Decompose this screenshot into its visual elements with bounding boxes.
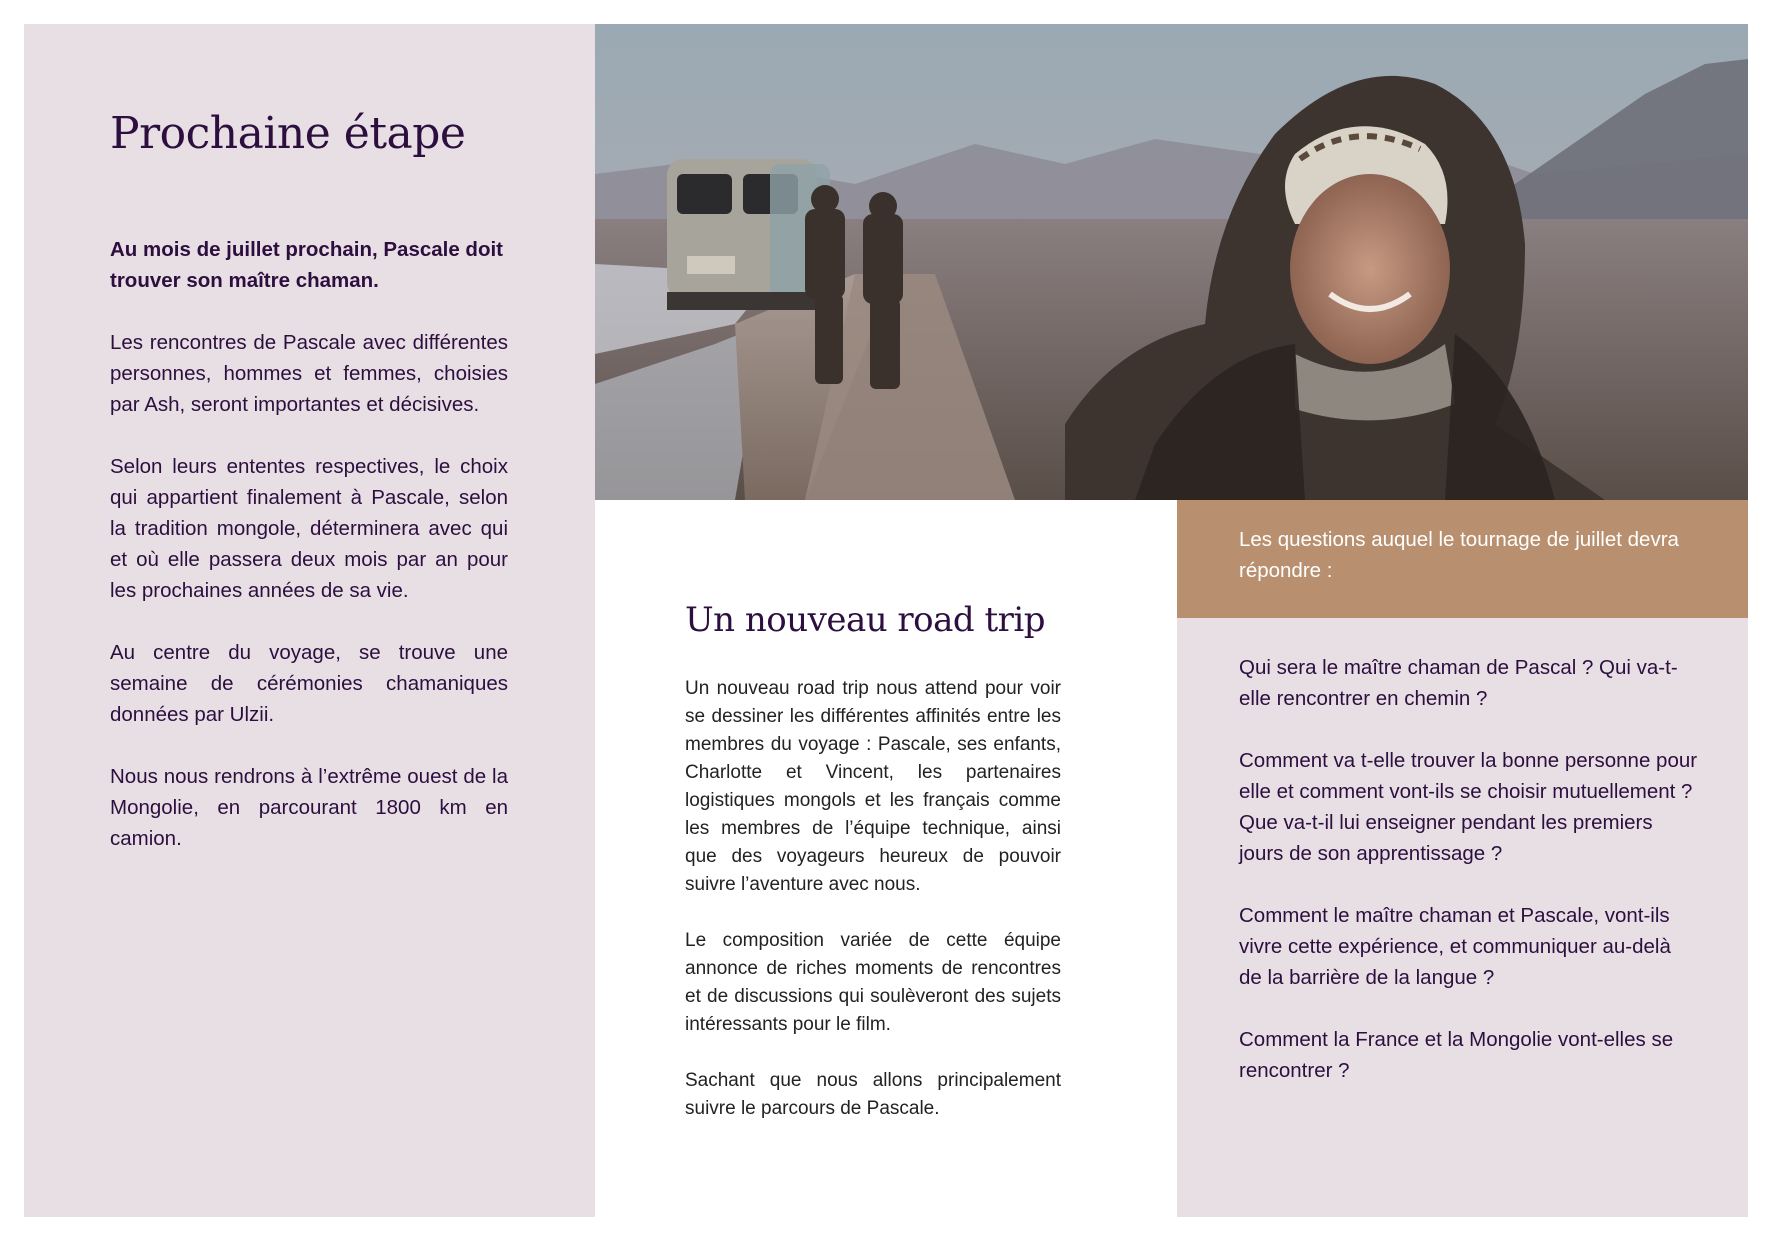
questions-header-band: [1177, 500, 1748, 618]
photo-illustration: [595, 24, 1748, 500]
middle-paragraph: Sachant que nous allons principalement suivre le parcours de Pascale.: [685, 1070, 1061, 1119]
middle-paragraph: Le composition variée de cette équipe annonce de riches moments de rencontres et de discussions qui soulèveront des sujets intéressants pour le film.: [685, 930, 1061, 1035]
question-item: Comment va t-elle trouver la bonne personne pour elle et comment vont-ils se choisir mutuellement ? Que va-t-il lui enseigner pendant les premiers jours de son apprentissage ?: [1239, 749, 1698, 865]
left-lead: Au mois de juillet prochain, Pascale doit trouver son maître chaman.: [110, 238, 504, 292]
middle-title: Un nouveau road trip: [685, 600, 1046, 640]
questions-list: [1239, 652, 1699, 1117]
brochure-page: [24, 24, 1748, 1217]
left-paragraph: Au centre du voyage, se trouve une semaine de cérémonies chamaniques données par Ulzii.: [110, 641, 508, 726]
left-paragraph: Les rencontres de Pascale avec différentes personnes, hommes et femmes, choisies par Ash, seront importantes et décisives.: [110, 331, 508, 416]
header-photo: [595, 24, 1748, 500]
left-title: Prochaine étape: [110, 108, 466, 159]
questions-header: Les questions auquel le tournage de juillet devra répondre :: [1239, 528, 1679, 582]
left-body: [110, 234, 508, 885]
right-column: [1177, 500, 1748, 1217]
middle-column: [595, 500, 1177, 1217]
left-paragraph: Selon leurs ententes respectives, le choix qui appartient finalement à Pascale, selon la tradition mongole, déterminera avec qui et où elle passera deux mois par an pour les prochaines années de sa vie.: [110, 455, 508, 602]
left-column: [24, 24, 595, 1217]
question-item: Comment le maître chaman et Pascale, vont-ils vivre cette expérience, et communiquer au-delà de la barrière de la langue ?: [1239, 904, 1671, 989]
middle-paragraph: Un nouveau road trip nous attend pour voir se dessiner les différentes affinités entre les membres du voyage : Pascale, ses enfants, Charlotte et Vincent, les partenaires logistiques mongols et les français comme les membres de l’équipe technique, ainsi que des voyageurs heureux de pouvoir suivre l’aventure avec nous.: [685, 678, 1061, 895]
question-item: Comment la France et la Mongolie vont-elles se rencontrer ?: [1239, 1028, 1674, 1082]
left-paragraph: Nous nous rendrons à l’extrême ouest de la Mongolie, en parcourant 1800 km en camion.: [110, 765, 508, 850]
question-item: Qui sera le maître chaman de Pascal ? Qui va-t-elle rencontrer en chemin ?: [1239, 656, 1678, 710]
middle-body: [685, 675, 1061, 1151]
